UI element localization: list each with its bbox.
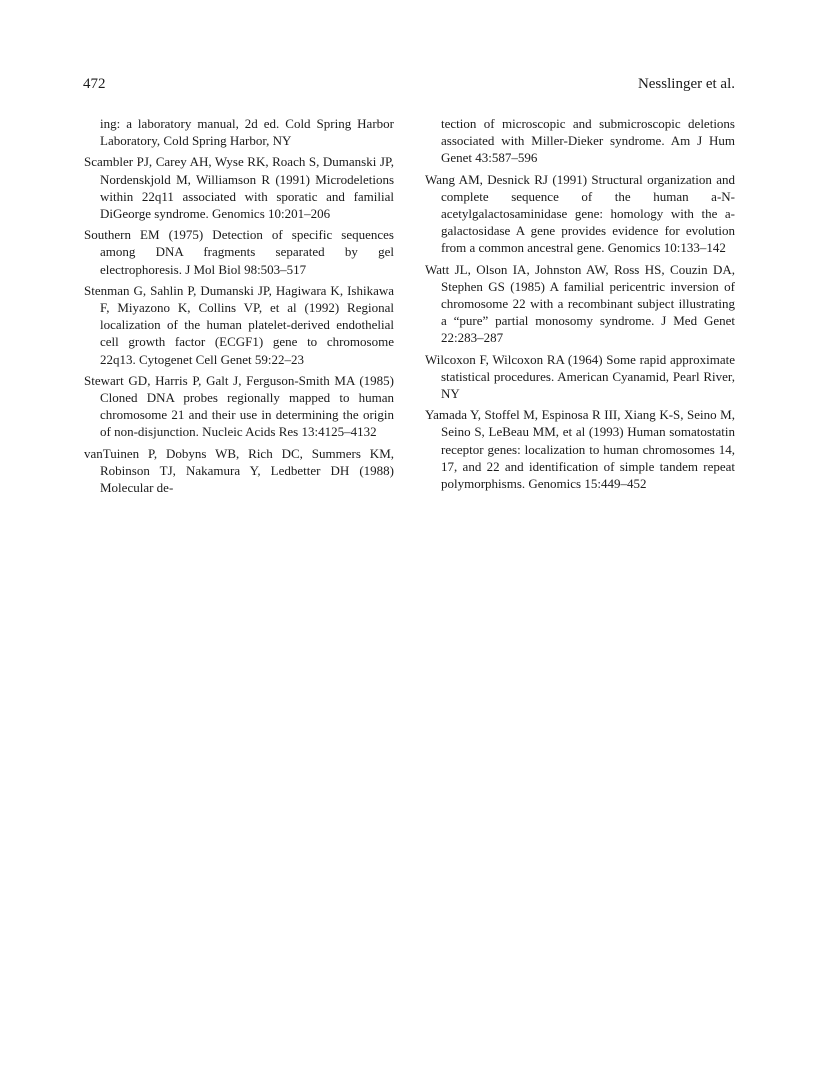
- references-left-column: [84, 115, 394, 500]
- reference-entry: Southern EM (1975) Detection of specific sequences among DNA fragments separated by gel electrophoresis. J Mol Biol 98:503–517: [84, 227, 394, 277]
- reference-entry: tection of microscopic and submicroscopic deletions associated with Miller-Dieker syndrome. Am J Hum Genet 43:587–596: [441, 116, 735, 166]
- page-header: [83, 76, 735, 98]
- reference-entry: Scambler PJ, Carey AH, Wyse RK, Roach S, Dumanski JP, Nordenskjold M, Williamson R (1991) Microdeletions within 22q11 associated with sporatic and familial DiGeorge syndrome. Genomics 10:201–206: [84, 154, 394, 222]
- reference-entry: Wang AM, Desnick RJ (1991) Structural organization and complete sequence of the human a-N-acetylgalactosaminidase gene: homology with the a-galactosidase A gene provides evidence for evolution from a common ancestral gene. Genomics 10:133–142: [425, 171, 735, 256]
- reference-entry: Yamada Y, Stoffel M, Espinosa R III, Xiang K-S, Seino M, Seino S, LeBeau MM, et al (1993) Human somatostatin receptor genes: localization to human chromosomes 14, 17, and 22 and identification of simple tandem repeat polymorphisms. Genomics 15:449–452: [425, 407, 735, 492]
- reference-entry: Stenman G, Sahlin P, Dumanski JP, Hagiwara K, Ishikawa F, Miyazono K, Collins VP, et al (1992) Regional localization of the human platelet-derived endothelial cell growth factor (ECGF1) gene to chromosome 22q13. Cytogenet Cell Genet 59:22–23: [84, 282, 394, 367]
- reference-entry: ing: a laboratory manual, 2d ed. Cold Spring Harbor Laboratory, Cold Spring Harbor, NY: [100, 116, 394, 149]
- reference-entry: Watt JL, Olson IA, Johnston AW, Ross HS, Couzin DA, Stephen GS (1985) A familial pericentric inversion of chromosome 22 with a recombinant subject illustrating a “pure” partial monosomy syndrome. J Med Genet 22:283–287: [425, 261, 735, 346]
- running-head: Nesslinger et al.: [637, 76, 735, 92]
- reference-entry: Stewart GD, Harris P, Galt J, Ferguson-Smith MA (1985) Cloned DNA probes regionally mapped to human chromosome 21 and their use in determining the origin of non-disjunction. Nucleic Acids Res 13:4125–4132: [84, 372, 394, 440]
- reference-entry: vanTuinen P, Dobyns WB, Rich DC, Summers KM, Robinson TJ, Nakamura Y, Ledbetter DH (1988) Molecular de-: [84, 445, 394, 496]
- reference-entry: Wilcoxon F, Wilcoxon RA (1964) Some rapid approximate statistical procedures. American Cyanamid, Pearl River, NY: [425, 351, 735, 402]
- page-number: 472: [83, 76, 106, 92]
- references-right-column: [425, 115, 735, 496]
